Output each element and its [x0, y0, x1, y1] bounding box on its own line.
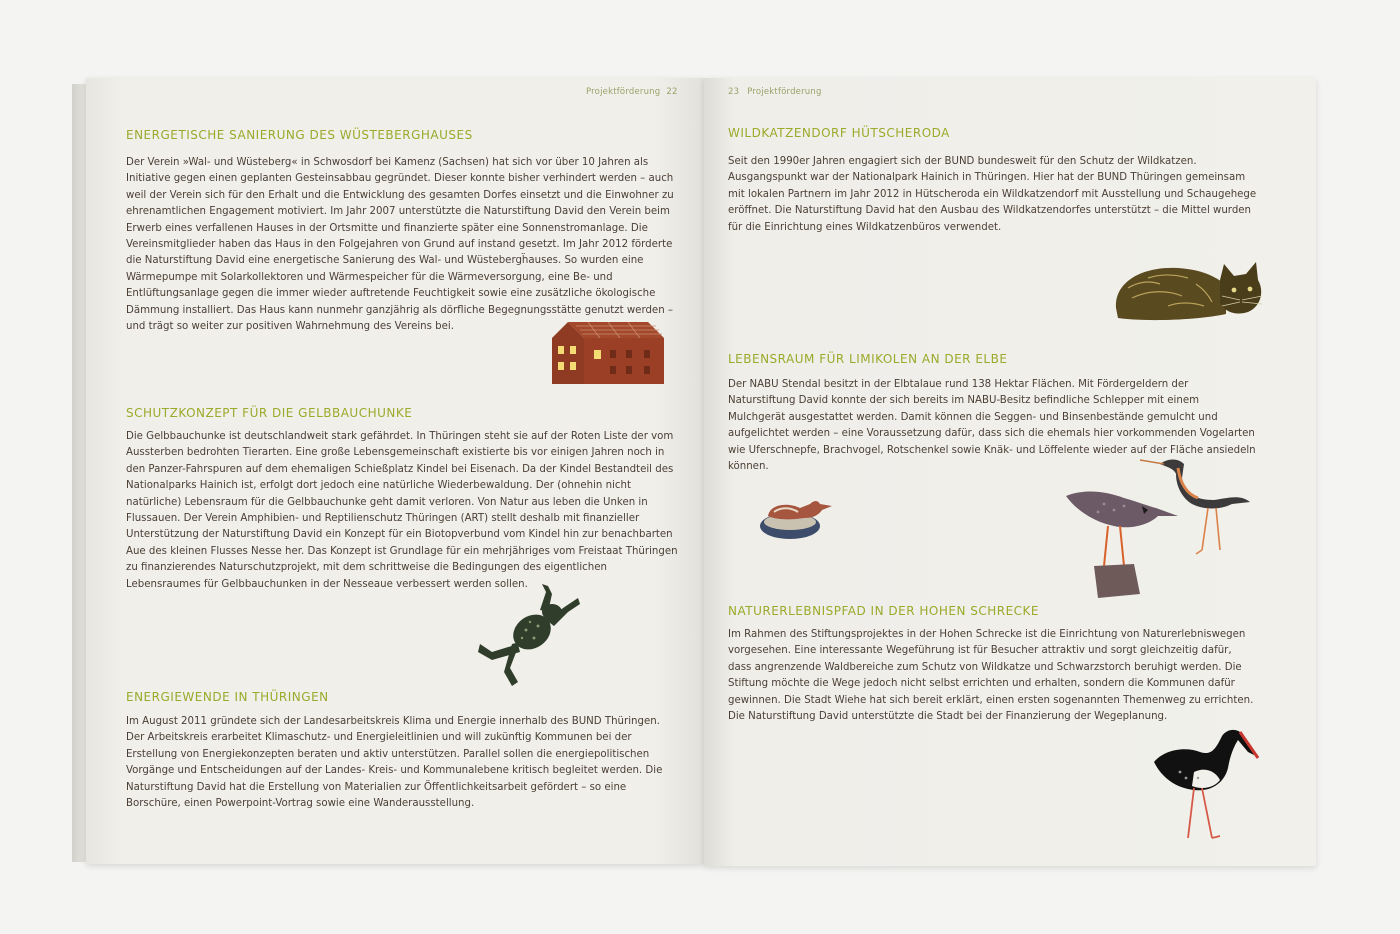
left-page — [86, 78, 704, 864]
running-head-left — [586, 87, 678, 97]
black-stork-illustration — [1150, 722, 1260, 840]
duck-in-nest-illustration — [756, 486, 834, 542]
section-heading: SCHUTZKONZEPT FÜR DIE GELBBAUCHUNKE — [126, 406, 413, 420]
running-head-text: Projektförderung — [586, 87, 661, 97]
section-body: Im Rahmen des Stiftungsprojektes in der Hohen Schrecke ist die Einrichtung von Naturerlebniswegen vorgesehen. Eine interessante Wegeführung ist für Besucher attraktiv und sorgt gleichzeitig dafür, dass angrenzende Waldbereiche zum Schutz von Wildkatze und Schwarzstorch beruhigt werden. Die Stiftung möchte die Wege jedoch nicht selbst errichten und erhalten, sondern die Kommunen dafür gewinnen. Die Stadt Wiehe hat sich bereit erklärt, einen ersten sogenannten Themenweg zu errichten. Die Naturstiftung David unterstützte die Stadt bei der Finanzierung der Wegeplanung. — [728, 629, 1254, 723]
running-head-right — [728, 87, 822, 97]
wader-birds-illustration — [1064, 454, 1254, 600]
page-number: 23 — [728, 87, 740, 97]
section-body: Der NABU Stendal besitzt in der Elbtalaue rund 138 Hektar Flächen. Mit Fördergeldern der Naturstiftung David konnte der sich bereits im NABU-Besitz befindliche Schlepper mit einem Mulchgerät ausgestattet werden. Damit können die Seggen- und Binsenbestände gemulcht und aufgelichtet werden – eine Voraussetzung dafür, dass sich die ehemals hier vorkommenden Vogelarten wie Uferschnepfe, Brachvogel, Rotschenkel sowie Knäk- und Löffelente wieder auf der Fläche ansiedeln können. — [728, 379, 1256, 473]
page-number: 22 — [666, 87, 678, 97]
section-heading: ENERGETISCHE SANIERUNG DES WÜSTEBERGHAUSES — [126, 128, 473, 142]
section-heading: NATURERLEBNISPFAD IN DER HOHEN SCHRECKE — [728, 604, 1039, 618]
house-illustration — [548, 318, 666, 386]
section-body: Die Gelbbauchunke ist deutschlandweit stark gefährdet. In Thüringen steht sie auf der Roten Liste der vom Aussterben bedrohten Tierarten. Eine große Lebensgemeinschaft existierte bis vor einigen Jahren noch in den Panzer-Fahrspuren auf dem ehemaligen Schießplatz Kindel bei Eisenach. Da der Kindel Bestandteil des Nationalparks Hainich ist, erfolgt dort jedoch eine natürliche Wiederbewaldung. Der (ohnehin nicht natürliche) Lebensraum für die Gelbbauchunke geht damit verloren. Von Natur aus leben die Unken in Flussauen. Der Verein Amphibien- und Reptilienschutz Thüringen (ART) stellt deshalb mit finanzieller Unterstützung der Naturstiftung David ein Konzept für ein Biotopverbund vom Kindel hin zur benachbarten Aue des kleinen Flusses Nesse her. Das Konzept ist Grundlage für ein mehrjähriges vom Freistaat Thüringen zu finanzierendes Naturschutzprojekt, mit dem schrittweise die Bedingungen des eigentlichen Lebensraumes für Gelbbauchunken in der Nesseaue verbessert werden sollen. — [126, 431, 678, 590]
section-body: Im August 2011 gründete sich der Landesarbeitskreis Klima und Energie innerhalb des BUND Thüringen. Der Arbeitskreis erarbeitet Klimaschutz- und Energieleitlinien und will zukünftig Kommunen bei der Erstellung von Energiekonzepten beraten und aktiv unterstützen. Parallel sollen die energiepolitischen Vorgänge und Entscheidungen auf der Landes- Kreis- und Kommunalebene kritisch begleitet werden. Die Naturstiftung David hat die Erstellung von Materialien zur Öffentlichkeitsarbeit gefördert – so eine Borschüre, einen Powerpoint-Vortrag sowie eine Wanderausstellung. — [126, 716, 663, 810]
section-heading: WILDKATZENDORF HÜTSCHERODA — [728, 126, 950, 140]
wildcat-illustration — [1108, 258, 1266, 322]
frog-illustration — [474, 582, 586, 692]
section-body: Der Verein »Wal- und Wüsteberg« in Schwosdorf bei Kamenz (Sachsen) hat sich vor über 10 Jahren als Initiative gegen einen geplanten Gesteinsabbau gegründet. Dieser konnte bisher verhindert werden – auch weil der Verein sich für den Erhalt und die Entwicklung des gesamten Dorfes einsetzt und die Einwohner zu ehrenamtlichen Engagement motiviert. Im Jahr 2007 unterstützte die Naturstiftung David den Verein beim Erwerb eines verfallenen Hauses in der Ortsmitte und finanzierte später eine Sonnenstromanlage. Die Vereinsmitglieder haben das Haus in den Folgejahren von Grund auf instand gesetzt. Im Jahr 2012 förderte die Naturstiftung David eine energetische Sanierung des Wal- und Wüstebergḧauses. So wurden eine Wärmepumpe mit Solarkollektoren und Wärmespeicher für die Wärmeversorgung, eine Be- und Entlüftungsanlage gegen die immer wieder auftretende Feuchtigkeit sowie eine zusätzliche ökologische Dämmung installiert. Das Haus kann nunmehr ganzjährig als dörfliche Begegnungsstätte genutzt werden – und trägt so weiter zur positiven Wahrnehmung des Vereins bei. — [126, 157, 674, 333]
section-body: Seit den 1990er Jahren engagiert sich der BUND bundesweit für den Schutz der Wildkatzen. Ausgangspunkt war der Nationalpark Hainich in Thüringen. Hier hat der BUND Thüringen gemeinsam mit lokalen Partnern im Jahr 2012 in Hütscheroda ein Wildkatzendorf mit Ausstellung und Schaugehege eröffnet. Die Naturstiftung David hat den Ausbau des Wildkatzendorfes unterstützt – die Mittel wurden für die Einrichtung eines Wildkatzenbüros verwendet. — [728, 156, 1257, 233]
section-heading: ENERGIEWENDE IN THÜRINGEN — [126, 690, 329, 704]
right-page — [704, 78, 1316, 866]
running-head-text: Projektförderung — [747, 87, 822, 97]
section-heading: LEBENSRAUM FÜR LIMIKOLEN AN DER ELBE — [728, 352, 1008, 366]
